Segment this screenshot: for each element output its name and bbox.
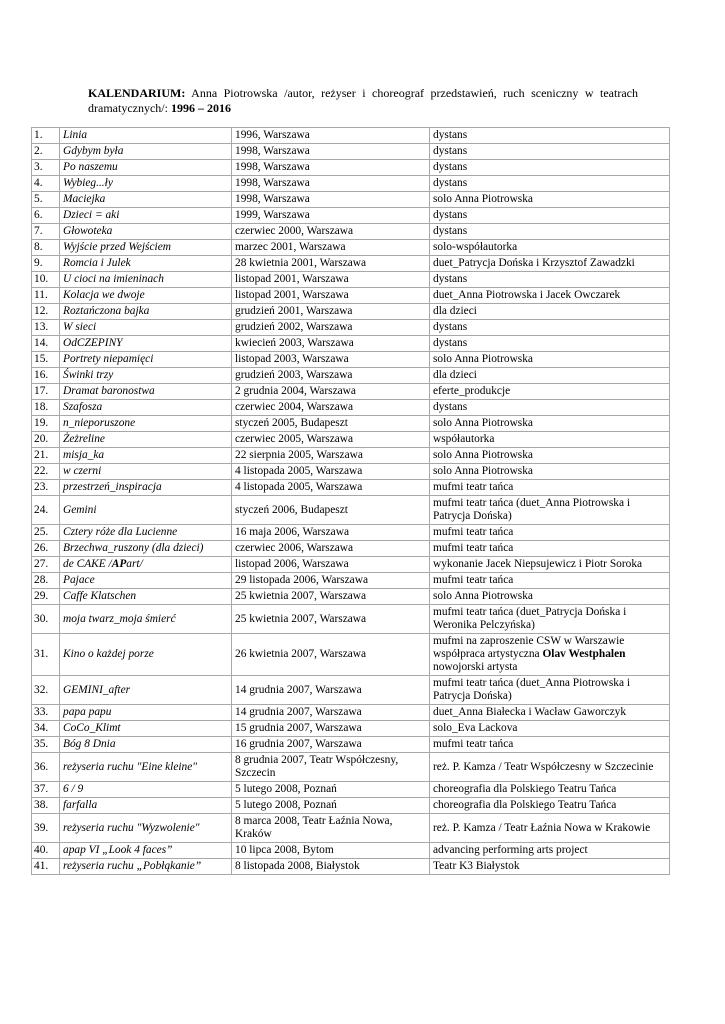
- performance-note: eferte_produkcje: [430, 384, 670, 400]
- performance-note: Teatr K3 Białystok: [430, 859, 670, 875]
- performance-title: Kolacja we dwoje: [60, 288, 232, 304]
- premiere-date-place: 26 kwietnia 2007, Warszawa: [232, 634, 430, 676]
- premiere-date-place: marzec 2001, Warszawa: [232, 240, 430, 256]
- table-row: [32, 589, 670, 605]
- table-row: [32, 352, 670, 368]
- table-row: [32, 859, 670, 875]
- row-number: 17.: [32, 384, 60, 400]
- table-row: [32, 557, 670, 573]
- performance-title: Romcia i Julek: [60, 256, 232, 272]
- premiere-date-place: 25 kwietnia 2007, Warszawa: [232, 605, 430, 634]
- performance-title: Głowoteka: [60, 224, 232, 240]
- row-number: 9.: [32, 256, 60, 272]
- row-number: 30.: [32, 605, 60, 634]
- note-part: nowojorski artysta: [433, 661, 518, 673]
- performance-note: wykonanie Jacek Niepsujewicz i Piotr Soroka: [430, 557, 670, 573]
- performance-note: dla dzieci: [430, 368, 670, 384]
- table-row: [32, 176, 670, 192]
- performance-note: dystans: [430, 224, 670, 240]
- premiere-date-place: 10 lipca 2008, Bytom: [232, 843, 430, 859]
- premiere-date-place: 14 grudnia 2007, Warszawa: [232, 705, 430, 721]
- performance-note: współautorka: [430, 432, 670, 448]
- performance-note: mufmi teatr tańca: [430, 737, 670, 753]
- performance-title: W sieci: [60, 320, 232, 336]
- table-row: [32, 288, 670, 304]
- performance-title: Żeżreline: [60, 432, 232, 448]
- row-number: 32.: [32, 676, 60, 705]
- performance-note: advancing performing arts project: [430, 843, 670, 859]
- performance-title: Cztery róże dla Lucienne: [60, 525, 232, 541]
- table-row: [32, 676, 670, 705]
- premiere-date-place: 29 listopada 2006, Warszawa: [232, 573, 430, 589]
- premiere-date-place: listopad 2003, Warszawa: [232, 352, 430, 368]
- premiere-date-place: 16 grudnia 2007, Warszawa: [232, 737, 430, 753]
- performance-title: Linia: [60, 128, 232, 144]
- row-number: 22.: [32, 464, 60, 480]
- performance-title: GEMINI_after: [60, 676, 232, 705]
- row-number: 14.: [32, 336, 60, 352]
- premiere-date-place: czerwiec 2000, Warszawa: [232, 224, 430, 240]
- table-row: [32, 721, 670, 737]
- performance-note: mufmi teatr tańca (duet_Anna Piotrowska i Patrycja Dońska): [430, 496, 670, 525]
- table-row: [32, 336, 670, 352]
- row-number: 21.: [32, 448, 60, 464]
- heading-text: Anna Piotrowska /autor, reżyser i choreograf przedstawień, ruch sceniczny w teatrach dramatycznych/:: [88, 86, 638, 115]
- performance-title: U cioci na imieninach: [60, 272, 232, 288]
- table-row: [32, 753, 670, 782]
- row-number: 28.: [32, 573, 60, 589]
- performance-title: apap VI „Look 4 faces”: [60, 843, 232, 859]
- performance-note: dystans: [430, 272, 670, 288]
- performance-note: mufmi teatr tańca (duet_Patrycja Dońska i Weronika Pelczyńska): [430, 605, 670, 634]
- row-number: 16.: [32, 368, 60, 384]
- row-number: 20.: [32, 432, 60, 448]
- table-row: [32, 705, 670, 721]
- title-part: art/: [126, 558, 143, 570]
- performance-title: Kino o każdej porze: [60, 634, 232, 676]
- performance-note: solo-współautorka: [430, 240, 670, 256]
- premiere-date-place: czerwiec 2004, Warszawa: [232, 400, 430, 416]
- performance-title: 6 / 9: [60, 782, 232, 798]
- performance-note: mufmi teatr tańca: [430, 573, 670, 589]
- performance-title: Świnki trzy: [60, 368, 232, 384]
- row-number: 39.: [32, 814, 60, 843]
- table-row: [32, 814, 670, 843]
- premiere-date-place: czerwiec 2005, Warszawa: [232, 432, 430, 448]
- table-row: [32, 272, 670, 288]
- premiere-date-place: 1998, Warszawa: [232, 144, 430, 160]
- performance-title: [60, 557, 232, 573]
- row-number: 4.: [32, 176, 60, 192]
- row-number: 10.: [32, 272, 60, 288]
- premiere-date-place: grudzień 2002, Warszawa: [232, 320, 430, 336]
- performance-note: mufmi teatr tańca: [430, 525, 670, 541]
- performance-title: OdCZEPINY: [60, 336, 232, 352]
- performance-note: dystans: [430, 208, 670, 224]
- table-row: [32, 160, 670, 176]
- performance-note: duet_Anna Piotrowska i Jacek Owczarek: [430, 288, 670, 304]
- premiere-date-place: 1998, Warszawa: [232, 192, 430, 208]
- row-number: 33.: [32, 705, 60, 721]
- performance-note: dystans: [430, 336, 670, 352]
- row-number: 15.: [32, 352, 60, 368]
- row-number: 27.: [32, 557, 60, 573]
- performance-note: solo_Eva Lackova: [430, 721, 670, 737]
- performance-title: Wyjście przed Wejściem: [60, 240, 232, 256]
- row-number: 40.: [32, 843, 60, 859]
- row-number: 38.: [32, 798, 60, 814]
- performance-note: mufmi teatr tańca: [430, 480, 670, 496]
- row-number: 34.: [32, 721, 60, 737]
- heading-years: 1996 – 2016: [170, 101, 231, 115]
- title-bold-part: AP: [111, 558, 127, 570]
- performance-title: przestrzeń_inspiracja: [60, 480, 232, 496]
- row-number: 37.: [32, 782, 60, 798]
- premiere-date-place: grudzień 2003, Warszawa: [232, 368, 430, 384]
- performance-note: mufmi teatr tańca (duet_Anna Piotrowska i Patrycja Dońska): [430, 676, 670, 705]
- row-number: 7.: [32, 224, 60, 240]
- calendar-table: [31, 127, 670, 875]
- table-row: [32, 400, 670, 416]
- performance-title: reżyseria ruchu „Pobłąkanie”: [60, 859, 232, 875]
- performance-note: solo Anna Piotrowska: [430, 416, 670, 432]
- performance-note: dystans: [430, 400, 670, 416]
- performance-note: dystans: [430, 144, 670, 160]
- premiere-date-place: 8 listopada 2008, Białystok: [232, 859, 430, 875]
- table-row: [32, 224, 670, 240]
- premiere-date-place: 4 listopada 2005, Warszawa: [232, 480, 430, 496]
- table-row: [32, 496, 670, 525]
- performance-title: w czerni: [60, 464, 232, 480]
- row-number: 12.: [32, 304, 60, 320]
- table-row: [32, 480, 670, 496]
- table-row: [32, 464, 670, 480]
- performance-note: solo Anna Piotrowska: [430, 192, 670, 208]
- table-row: [32, 432, 670, 448]
- performance-title: Gdybym była: [60, 144, 232, 160]
- row-number: 18.: [32, 400, 60, 416]
- table-row: [32, 240, 670, 256]
- row-number: 13.: [32, 320, 60, 336]
- premiere-date-place: listopad 2001, Warszawa: [232, 272, 430, 288]
- table-row: [32, 416, 670, 432]
- table-row: [32, 634, 670, 676]
- performance-note: solo Anna Piotrowska: [430, 352, 670, 368]
- table-row: [32, 320, 670, 336]
- performance-title: misja_ka: [60, 448, 232, 464]
- premiere-date-place: kwiecień 2003, Warszawa: [232, 336, 430, 352]
- performance-note: solo Anna Piotrowska: [430, 448, 670, 464]
- premiere-date-place: listopad 2006, Warszawa: [232, 557, 430, 573]
- row-number: 36.: [32, 753, 60, 782]
- row-number: 11.: [32, 288, 60, 304]
- performance-note: mufmi teatr tańca: [430, 541, 670, 557]
- table-row: [32, 208, 670, 224]
- premiere-date-place: 28 kwietnia 2001, Warszawa: [232, 256, 430, 272]
- row-number: 35.: [32, 737, 60, 753]
- premiere-date-place: 8 marca 2008, Teatr Łaźnia Nowa, Kraków: [232, 814, 430, 843]
- row-number: 41.: [32, 859, 60, 875]
- table-row: [32, 304, 670, 320]
- performance-note: choreografia dla Polskiego Teatru Tańca: [430, 782, 670, 798]
- table-row: [32, 541, 670, 557]
- table-row: [32, 144, 670, 160]
- table-row: [32, 256, 670, 272]
- row-number: 31.: [32, 634, 60, 676]
- performance-title: reżyseria ruchu "Wyzwolenie": [60, 814, 232, 843]
- premiere-date-place: 2 grudnia 2004, Warszawa: [232, 384, 430, 400]
- row-number: 1.: [32, 128, 60, 144]
- premiere-date-place: 5 lutego 2008, Poznań: [232, 798, 430, 814]
- performance-note: solo Anna Piotrowska: [430, 589, 670, 605]
- table-row: [32, 368, 670, 384]
- document-heading: [88, 86, 638, 116]
- row-number: 19.: [32, 416, 60, 432]
- premiere-date-place: czerwiec 2006, Warszawa: [232, 541, 430, 557]
- table-row: [32, 448, 670, 464]
- performance-title: Caffe Klatschen: [60, 589, 232, 605]
- performance-title: Maciejka: [60, 192, 232, 208]
- performance-title: Szafosza: [60, 400, 232, 416]
- premiere-date-place: 1998, Warszawa: [232, 160, 430, 176]
- table-row: [32, 128, 670, 144]
- performance-title: Dzieci = aki: [60, 208, 232, 224]
- table-row: [32, 782, 670, 798]
- performance-title: Po naszemu: [60, 160, 232, 176]
- performance-note: solo Anna Piotrowska: [430, 464, 670, 480]
- premiere-date-place: 15 grudnia 2007, Warszawa: [232, 721, 430, 737]
- performance-title: Portrety niepamięci: [60, 352, 232, 368]
- performance-title: Dramat baronostwa: [60, 384, 232, 400]
- premiere-date-place: styczeń 2006, Budapeszt: [232, 496, 430, 525]
- performance-title: Pajace: [60, 573, 232, 589]
- premiere-date-place: 8 grudnia 2007, Teatr Współczesny, Szczecin: [232, 753, 430, 782]
- title-part: de CAKE /: [63, 558, 112, 570]
- row-number: 8.: [32, 240, 60, 256]
- performance-title: farfalla: [60, 798, 232, 814]
- performance-title: Brzechwa_ruszony (dla dzieci): [60, 541, 232, 557]
- premiere-date-place: 1999, Warszawa: [232, 208, 430, 224]
- row-number: 29.: [32, 589, 60, 605]
- row-number: 26.: [32, 541, 60, 557]
- row-number: 6.: [32, 208, 60, 224]
- row-number: 2.: [32, 144, 60, 160]
- note-bold-part: Olav Westphalen: [542, 648, 626, 660]
- performance-title: moja twarz_moja śmierć: [60, 605, 232, 634]
- table-row: [32, 843, 670, 859]
- table-row: [32, 605, 670, 634]
- table-row: [32, 192, 670, 208]
- performance-title: Roztańczona bajka: [60, 304, 232, 320]
- premiere-date-place: listopad 2001, Warszawa: [232, 288, 430, 304]
- performance-note: duet_Patrycja Dońska i Krzysztof Zawadzki: [430, 256, 670, 272]
- performance-note: [430, 634, 670, 676]
- note-part: mufmi na zaproszenie CSW w Warszawie współpraca artystyczna: [433, 635, 625, 660]
- performance-note: dystans: [430, 128, 670, 144]
- performance-note: reż. P. Kamza / Teatr Łaźnia Nowa w Krakowie: [430, 814, 670, 843]
- performance-title: papa papu: [60, 705, 232, 721]
- row-number: 24.: [32, 496, 60, 525]
- premiere-date-place: 1998, Warszawa: [232, 176, 430, 192]
- table-row: [32, 525, 670, 541]
- performance-title: Bóg 8 Dnia: [60, 737, 232, 753]
- performance-note: choreografia dla Polskiego Teatru Tańca: [430, 798, 670, 814]
- row-number: 23.: [32, 480, 60, 496]
- performance-title: n_nieporuszone: [60, 416, 232, 432]
- performance-note: reż. P. Kamza / Teatr Współczesny w Szczecinie: [430, 753, 670, 782]
- premiere-date-place: 22 sierpnia 2005, Warszawa: [232, 448, 430, 464]
- performance-note: dystans: [430, 176, 670, 192]
- premiere-date-place: 25 kwietnia 2007, Warszawa: [232, 589, 430, 605]
- performance-note: dystans: [430, 320, 670, 336]
- performance-note: dla dzieci: [430, 304, 670, 320]
- table-row: [32, 573, 670, 589]
- premiere-date-place: 4 listopada 2005, Warszawa: [232, 464, 430, 480]
- performance-title: Wybieg...ły: [60, 176, 232, 192]
- premiere-date-place: 14 grudnia 2007, Warszawa: [232, 676, 430, 705]
- performance-title: CoCo_Klimt: [60, 721, 232, 737]
- performance-note: dystans: [430, 160, 670, 176]
- performance-title: Gemini: [60, 496, 232, 525]
- premiere-date-place: grudzień 2001, Warszawa: [232, 304, 430, 320]
- premiere-date-place: styczeń 2005, Budapeszt: [232, 416, 430, 432]
- premiere-date-place: 5 lutego 2008, Poznań: [232, 782, 430, 798]
- row-number: 5.: [32, 192, 60, 208]
- premiere-date-place: 16 maja 2006, Warszawa: [232, 525, 430, 541]
- table-row: [32, 384, 670, 400]
- performance-title: reżyseria ruchu "Eine kleine": [60, 753, 232, 782]
- table-row: [32, 798, 670, 814]
- performance-note: duet_Anna Białecka i Wacław Gaworczyk: [430, 705, 670, 721]
- row-number: 3.: [32, 160, 60, 176]
- heading-label: KALENDARIUM:: [88, 86, 186, 100]
- row-number: 25.: [32, 525, 60, 541]
- table-row: [32, 737, 670, 753]
- premiere-date-place: 1996, Warszawa: [232, 128, 430, 144]
